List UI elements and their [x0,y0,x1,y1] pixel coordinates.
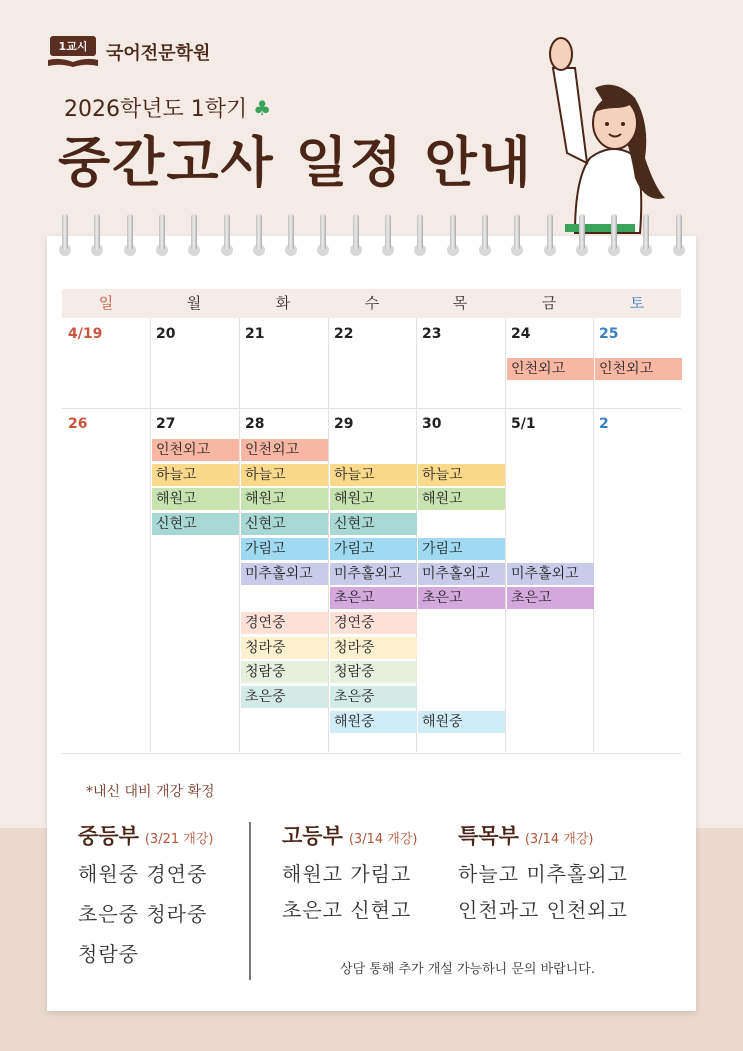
footer-note: 상담 통해 추가 개설 가능하니 문의 바랍니다. [340,962,595,977]
exam-event: 경연중 [241,612,328,634]
grid-line [593,318,594,752]
exam-event: 해원고 [241,488,328,510]
binding-wire [191,214,197,250]
exam-event: 하늘고 [418,464,505,486]
middle-school-date: (3/21 개강) [144,832,214,847]
exam-event: 해원중 [418,711,505,733]
binding-ring [124,214,136,258]
binding-ring [479,214,491,258]
special-school-title [458,820,593,850]
date-label: 25 [599,326,619,342]
binding-ring [221,214,233,258]
special-school-line-2: 인천과고 인천외고 [458,898,628,922]
binding-ring [350,214,362,258]
binding-ring [576,214,588,258]
binding-ring [673,214,685,258]
exam-event: 인천외고 [152,439,239,461]
academy-name: 국어전문학원 [106,43,211,64]
binding-wire [482,214,488,250]
high-school-line-2: 초은고 신현고 [282,898,412,922]
binding-ring [156,214,168,258]
exam-event: 가림고 [330,538,417,560]
exam-event: 해원중 [330,711,417,733]
binding-wire [62,214,68,250]
clover-icon: ♣ [253,95,272,120]
grid-line [239,318,240,752]
confirmation-note: *내신 대비 개강 확정 [86,784,215,800]
exam-event: 청람중 [330,661,417,683]
binding-ring [91,214,103,258]
weekday-label: 일 [98,294,114,312]
exam-event: 하늘고 [152,464,239,486]
binding-ring [285,214,297,258]
waving-girl-illustration [535,28,685,238]
middle-school-line-3: 청람중 [78,942,139,966]
grid-line [62,753,681,754]
binding-ring [253,214,265,258]
exam-event: 청람중 [241,661,328,683]
grid-line [62,408,681,409]
high-school-date: (3/14 개강) [348,832,418,847]
high-school-title [282,820,417,850]
middle-school-title [78,820,213,850]
grid-line [150,318,151,752]
date-label: 5/1 [511,416,536,432]
binding-ring [447,214,459,258]
date-label: 20 [156,326,176,342]
binding-ring [544,214,556,258]
binding-wire [224,214,230,250]
exam-event: 인천외고 [507,358,594,380]
binding-wire [643,214,649,250]
binding-wire [676,214,682,250]
binding-wire [320,214,326,250]
exam-event: 초은고 [330,587,417,609]
exam-event: 하늘고 [241,464,328,486]
binding-wire [547,214,553,250]
binding-wire [385,214,391,250]
binding-wire [159,214,165,250]
date-label: 4/19 [68,326,103,342]
date-label: 21 [245,326,265,342]
weekday-label: 수 [364,294,380,312]
exam-event: 경연중 [330,612,417,634]
weekday-label: 목 [452,294,468,312]
grid-line [328,318,329,752]
special-school-date: (3/14 개강) [524,832,594,847]
exam-event: 초은고 [418,587,505,609]
section-divider [249,822,251,980]
middle-school-label: 중등부 [78,824,139,848]
grid-line [505,318,506,752]
binding-ring [608,214,620,258]
binding-ring [640,214,652,258]
weekday-header [62,289,681,318]
exam-event: 신현고 [152,513,239,535]
book-icon [46,34,100,70]
weekday-label: 월 [186,294,202,312]
binding-wire [94,214,100,250]
exam-event: 해원고 [152,488,239,510]
date-label: 29 [334,416,354,432]
weekday-label: 금 [541,294,557,312]
date-label: 2 [599,416,609,432]
date-label: 24 [511,326,531,342]
binding-wire [514,214,520,250]
binding-wire [127,214,133,250]
middle-school-line-1: 해원중 경연중 [78,862,208,886]
exam-event: 해원고 [330,488,417,510]
exam-event: 가림고 [418,538,505,560]
date-label: 23 [422,326,442,342]
exam-event: 미추홀외고 [507,563,594,585]
exam-event: 하늘고 [330,464,417,486]
exam-event: 해원고 [418,488,505,510]
middle-school-line-2: 초은중 청라중 [78,902,208,926]
special-school-label: 특목부 [458,824,519,848]
binding-ring [59,214,71,258]
date-label: 27 [156,416,176,432]
exam-event: 미추홀외고 [241,563,328,585]
binding-ring [382,214,394,258]
binding-wire [579,214,585,250]
exam-event: 청라중 [330,637,417,659]
exam-event: 인천외고 [595,358,682,380]
page-title: 중간고사 일정 안내 [58,131,533,194]
spiral-binding [55,214,690,264]
binding-wire [417,214,423,250]
exam-event: 신현고 [241,513,328,535]
binding-ring [317,214,329,258]
date-label: 30 [422,416,442,432]
exam-event: 초은중 [241,686,328,708]
weekday-label: 토 [629,294,645,312]
semester-subtitle [64,92,271,123]
exam-event: 초은고 [507,587,594,609]
high-school-label: 고등부 [282,824,343,848]
exam-event: 미추홀외고 [418,563,505,585]
logo-badge: 1교시 [50,36,96,56]
binding-wire [450,214,456,250]
exam-event: 신현고 [330,513,417,535]
date-label: 26 [68,416,88,432]
binding-ring [511,214,523,258]
subtitle-text: 2026학년도 1학기 [64,97,248,122]
exam-event: 청라중 [241,637,328,659]
binding-wire [256,214,262,250]
weekday-label: 화 [275,294,291,312]
binding-wire [288,214,294,250]
exam-event: 인천외고 [241,439,328,461]
special-school-line-1: 하늘고 미추홀외고 [458,862,628,886]
exam-event: 미추홀외고 [330,563,417,585]
date-label: 22 [334,326,354,342]
binding-wire [353,214,359,250]
date-label: 28 [245,416,265,432]
high-school-line-1: 해원고 가림고 [282,862,412,886]
academy-logo [46,34,210,70]
exam-event: 가림고 [241,538,328,560]
binding-ring [414,214,426,258]
binding-wire [611,214,617,250]
open-book-pages-icon [46,58,100,68]
exam-event: 초은중 [330,686,417,708]
binding-ring [188,214,200,258]
